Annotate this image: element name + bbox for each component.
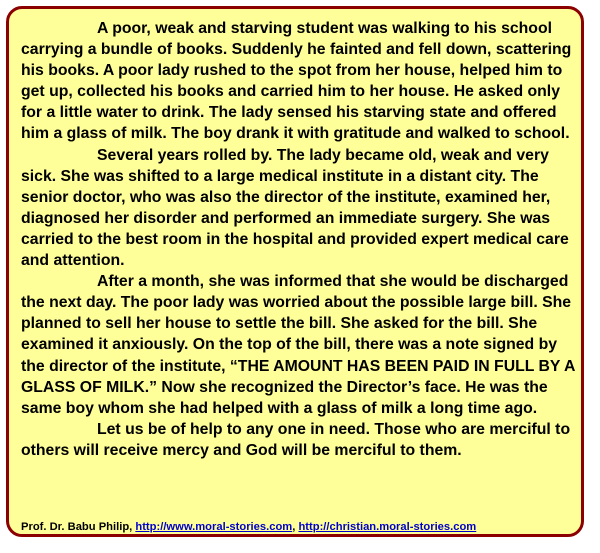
story-paragraph-3 — [21, 271, 581, 419]
author-credit: Prof. Dr. Babu Philip, — [21, 521, 133, 533]
christian-moral-stories-link[interactable]: http://christian.moral-stories.com — [298, 521, 477, 533]
story-card — [6, 6, 584, 537]
note-after: Now she recognized the Director’s face. He was the same boy whom she had helped with a glass of milk a long time ago. — [21, 378, 548, 417]
note-quote: “THE AMOUNT HAS BEEN PAID IN FULL BY A GLASS OF MILK.” — [21, 357, 575, 396]
story-text — [21, 18, 581, 461]
story-paragraph-1: A poor, weak and starving student was walking to his school carrying a bundle of books. Suddenly he fainted and fell down, scattering his books. A poor lady rushed to the spot from her house, helped him to get up, collected his books and carried him to her house. He asked only for a little water to drink. The lady sensed his starving state and offered him a glass of milk. The boy drank it with gratitude and walked to school. — [21, 20, 572, 143]
link-separator: , — [292, 521, 296, 533]
moral-stories-link[interactable]: http://www.moral-stories.com — [135, 521, 293, 533]
story-paragraph-4: Let us be of help to any one in need. Those who are merciful to others will receive mercy and God will be merciful to them. — [21, 420, 571, 459]
story-paragraph-3-text: After a month, she was informed that she would be discharged the next day. The poor lady was worried about the possible large bill. She planned to sell her house to settle the bill. She asked for the bill. She examined it anxiously. On the top of the bill, there was a note signed by the director of the institute, — [21, 273, 572, 375]
story-paragraph-2: Several years rolled by. The lady became old, weak and very sick. She was shifted to a large medical institute in a distant city. The senior doctor, who was also the director of the institute, examined her, diagnosed her disorder and performed an immediate surgery. She was carried to the best room in the hospital and provided expert medical care and attention. — [21, 146, 569, 270]
footer-credits — [21, 521, 476, 534]
